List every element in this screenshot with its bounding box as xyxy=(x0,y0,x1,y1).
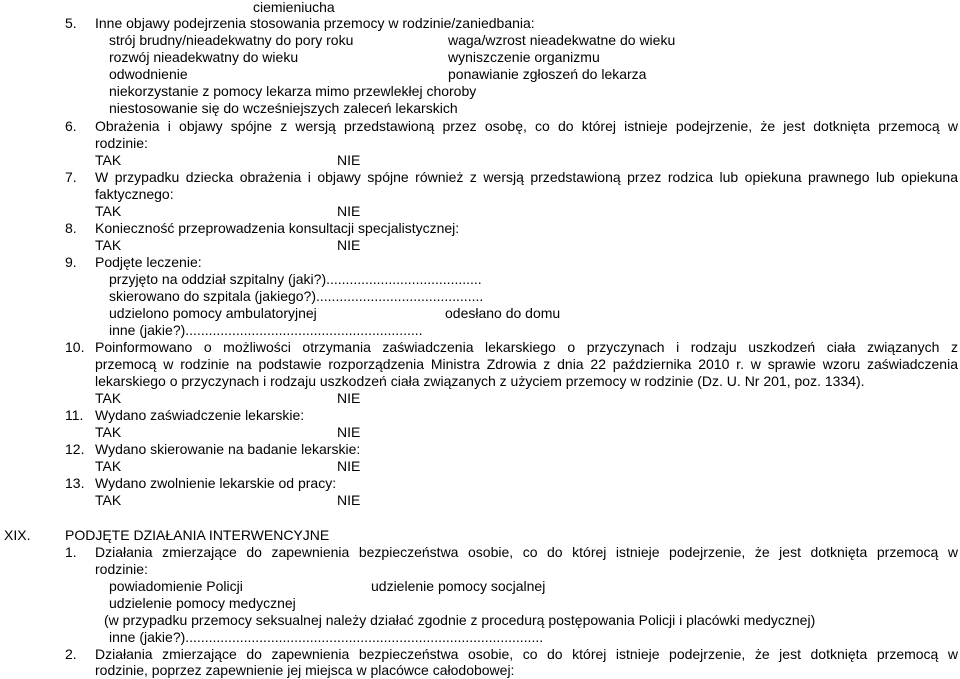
item-11-no: NIE xyxy=(337,424,361,440)
section-19-point-2-line-1: Działania zmierzające do zapewnienia bezpieczeństwa osobie, co do której istnieje podejrzenie, że jest dotknięta przemocą w xyxy=(95,646,958,662)
item-5-number: 5. xyxy=(65,15,77,31)
option-ignoring-recommendations: niestosowanie się do wcześniejszych zaleceń lekarskich xyxy=(109,100,458,116)
item-7-yes: TAK xyxy=(95,203,122,219)
treatment-referred: skierowano do szpitala (jakiego?)........................................... xyxy=(109,288,484,304)
option-no-doctor: niekorzystanie z pomocy lekarza mimo przewlekłej choroby xyxy=(109,83,477,99)
item-5-text: Inne objawy podejrzenia stosowania przemocy w rodzinie/zaniedbania: xyxy=(95,15,535,31)
item-11-yes: TAK xyxy=(95,424,122,440)
action-social-help: udzielenie pomocy socjalnej xyxy=(371,578,546,594)
action-other: inne (jakie?)............................................................................................ xyxy=(109,629,544,645)
item-7-number: 7. xyxy=(65,169,77,185)
item-8-yes: TAK xyxy=(95,237,122,253)
section-19-point-1-line-1: Działania zmierzające do zapewnienia bezpieczeństwa osobie, co do której istnieje podejrzenie, że jest dotknięta przemocą w xyxy=(95,544,958,560)
action-medical-help: udzielenie pomocy medycznej xyxy=(109,595,296,611)
section-19-point-2-line-2: rodzinie, poprzez zapewnienie jej miejsca w placówce całodobowej: xyxy=(95,662,515,678)
section-19-point-2-number: 2. xyxy=(65,646,77,662)
item-11-number: 11. xyxy=(65,407,84,423)
action-sexual-violence-note: (w przypadku przemocy seksualnej należy działać zgodnie z procedurą postępowania Policji i placówki medycznej) xyxy=(104,612,816,628)
treatment-other: inne (jakie?)............................................................. xyxy=(109,322,423,338)
item-6-line-2: rodzinie: xyxy=(95,135,148,151)
section-19-point-1-line-2: rodzinie: xyxy=(95,561,148,577)
item-6-yes: TAK xyxy=(95,152,122,168)
item-12-number: 12. xyxy=(65,441,85,457)
option-dehydration: odwodnienie xyxy=(109,66,188,82)
option-development: rozwój nieadekwatny do wieku xyxy=(109,49,299,65)
item-13-number: 13. xyxy=(65,475,85,491)
item-11-text: Wydano zaświadczenie lekarskie: xyxy=(95,407,305,423)
item-13-yes: TAK xyxy=(95,492,122,508)
item-9-text: Podjęte leczenie: xyxy=(95,254,202,270)
item-12-text: Wydano skierowanie na badanie lekarskie: xyxy=(95,441,361,457)
item-12-yes: TAK xyxy=(95,458,122,474)
item-10-line-3: lekarskiego o przyczynach i rodzaju uszkodzeń ciała związanych z użyciem przemocy w rodzinie (Dz. U. Nr 201, poz. 1334). xyxy=(95,373,865,389)
action-notify-police: powiadomienie Policji xyxy=(109,578,243,594)
item-7-line-2: faktycznego: xyxy=(95,186,174,202)
item-6-line-1: Obrażenia i objawy spójne z wersją przedstawioną przez osobę, co do której istnieje podejrzenie, że jest dotknięta przemocą w xyxy=(95,118,958,134)
treatment-ambulatory: udzielono pomocy ambulatoryjnej xyxy=(109,305,317,321)
item-10-number: 10. xyxy=(65,339,85,355)
section-19-roman: XIX. xyxy=(4,527,31,543)
option-weight-height: waga/wzrost nieadekwatne do wieku xyxy=(448,32,676,48)
item-8-text: Konieczność przeprowadzenia konsultacji specjalistycznej: xyxy=(95,220,460,236)
item-10-line-2: przemocą w rodzinie na podstawie rozporządzenia Ministra Zdrowia z dnia 22 października 2010 r. w sprawie wzoru zaświadczenia xyxy=(95,356,958,372)
item-10-line-1: Poinformowano o możliwości otrzymania zaświadczenia lekarskiego o przyczynach i rodzaju uszkodzeń ciała związanych z xyxy=(95,339,958,355)
item-6-number: 6. xyxy=(65,118,77,134)
item-10-yes: TAK xyxy=(95,390,122,406)
option-exhaustion: wyniszczenie organizmu xyxy=(448,49,600,65)
section-19-title: PODJĘTE DZIAŁANIA INTERWENCYJNE xyxy=(65,527,330,543)
item-9-number: 9. xyxy=(65,254,77,270)
item-8-number: 8. xyxy=(65,220,77,236)
option-repeated-reports: ponawianie zgłoszeń do lekarza xyxy=(448,66,647,82)
item-13-text: Wydano zwolnienie lekarskie od pracy: xyxy=(95,475,337,491)
item-7-line-1: W przypadku dziecka obrażenia i objawy spójne również z wersją przedstawioną przez rodzica lub opiekuna prawnego lub opiekuna xyxy=(95,169,958,185)
item-12-no: NIE xyxy=(337,458,361,474)
top-word: ciemieniucha xyxy=(253,0,335,15)
section-19-point-1-number: 1. xyxy=(65,544,77,560)
item-6-no: NIE xyxy=(337,152,361,168)
item-7-no: NIE xyxy=(337,203,361,219)
treatment-admitted: przyjęto na oddział szpitalny (jaki?)........................................ xyxy=(109,271,482,287)
item-10-no: NIE xyxy=(337,390,361,406)
option-dirty-clothes: strój brudny/nieadekwatny do pory roku xyxy=(109,32,354,48)
item-13-no: NIE xyxy=(337,492,361,508)
item-8-no: NIE xyxy=(337,237,361,253)
treatment-sent-home: odesłano do domu xyxy=(445,305,561,321)
